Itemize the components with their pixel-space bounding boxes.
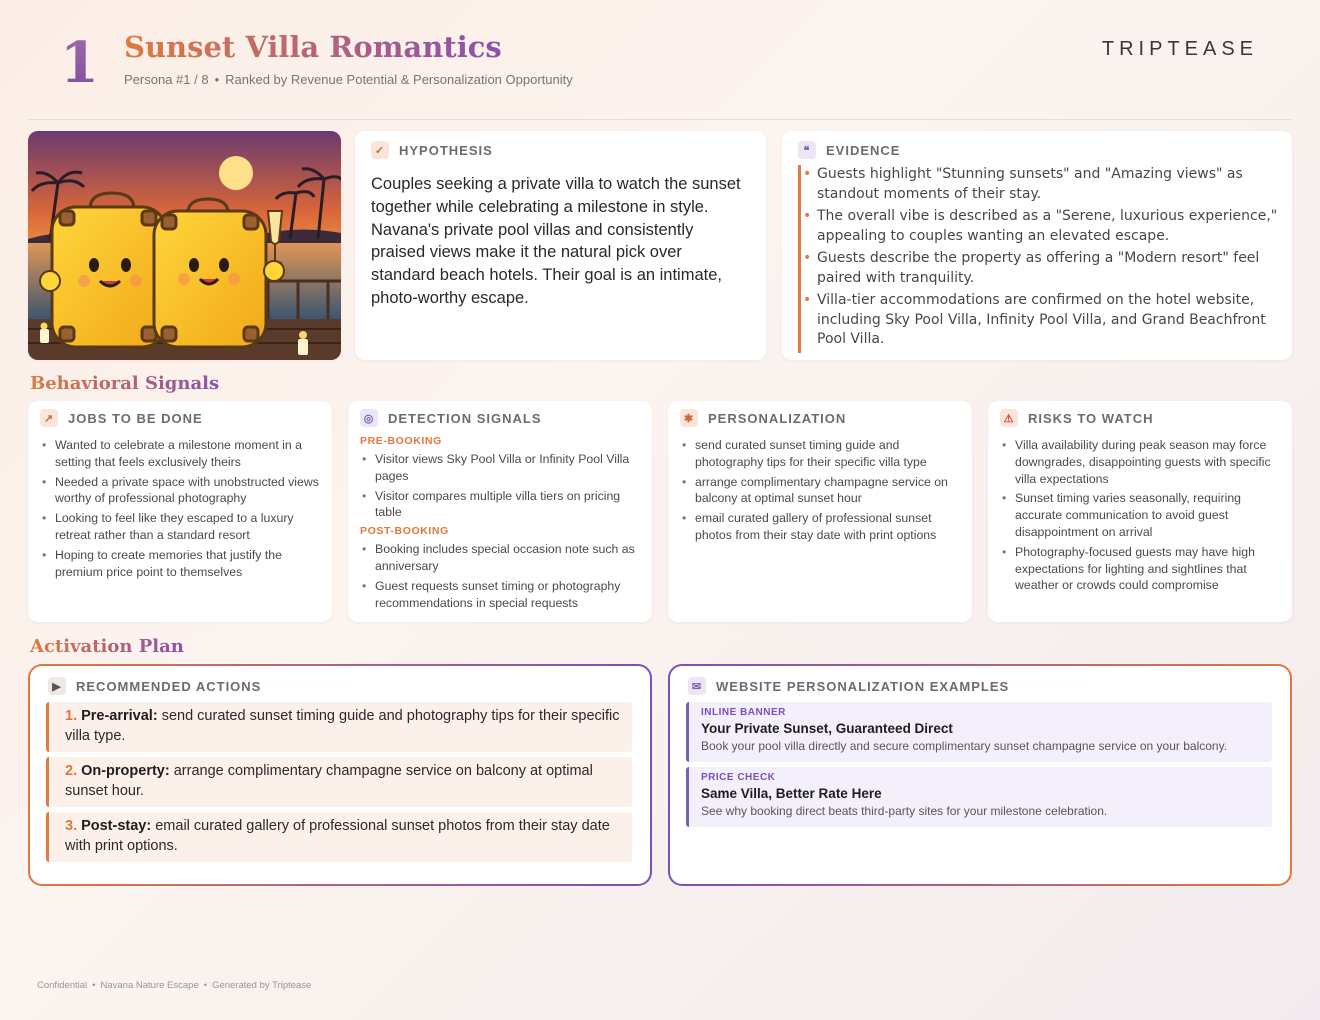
- action-text: arrange complimentary champagne service on balcony at optimal sunset hour.: [65, 763, 593, 799]
- action-number: 1.: [65, 708, 78, 724]
- persona-label: Persona #1 / 8: [124, 72, 209, 87]
- example-description: Book your pool villa directly and secure complimentary sunset champagne service on your balcony.: [701, 739, 1228, 753]
- example-description: See why booking direct beats third-party sites for your milestone celebration.: [701, 804, 1108, 818]
- action-label: Pre-arrival:: [81, 708, 158, 724]
- hypothesis-header: [371, 141, 750, 159]
- jobs-to-be-done-card: [28, 401, 332, 622]
- post-booking-label: POST-BOOKING: [360, 525, 449, 538]
- separator-dot: •: [92, 980, 96, 991]
- footer-property: Navana Nature Escape: [100, 980, 199, 991]
- action-item: [46, 702, 632, 752]
- ranking-note: Ranked by Revenue Potential & Personalization Opportunity: [225, 72, 573, 87]
- page-header: [28, 28, 1292, 120]
- behavioral-signals-title: Behavioral Signals: [30, 373, 220, 394]
- list-item: • Visitor views Sky Pool Villa or Infinity Pool Villa pages: [360, 451, 640, 485]
- play-icon: ▶: [48, 677, 66, 695]
- list-item: • Visitor compares multiple villa tiers on pricing table: [360, 488, 640, 522]
- target-icon: ◎: [360, 409, 378, 427]
- persona-page: [28, 0, 1292, 1020]
- personalization-example: [686, 767, 1272, 827]
- evidence-header: [798, 141, 1276, 159]
- action-label: Post-stay:: [81, 818, 152, 834]
- example-tag: INLINE BANNER: [701, 707, 786, 718]
- list-item: • arrange complimentary champagne service on balcony at optimal sunset hour: [680, 474, 960, 508]
- arrow-up-right-icon: ↗: [40, 409, 58, 427]
- list-item: • Needed a private space with unobstructed views worthy of professional photography: [40, 474, 320, 508]
- evidence-list: [798, 165, 1278, 353]
- list-item: • Villa availability during peak season may force downgrades, disappointing guests with specific villa expectations: [1000, 437, 1280, 487]
- persona-rank-number: 1: [60, 30, 99, 96]
- personalization-example: [686, 702, 1272, 762]
- detection-signals-card: [348, 401, 652, 622]
- list-item: • Photography-focused guests may have high expectations for lighting and sightlines that weather or crowds could compromise: [1000, 544, 1280, 594]
- sparkle-icon: ✱: [680, 409, 698, 427]
- page-title: Sunset Villa Romantics: [124, 30, 502, 64]
- detection-heading: DETECTION SIGNALS: [388, 410, 542, 426]
- evidence-item: • Guests highlight "Stunning sunsets" and "Amazing views" as standout moments of their stay.: [817, 165, 1278, 204]
- separator-dot: •: [203, 980, 208, 991]
- action-number: 3.: [65, 818, 78, 834]
- personalization-list: [680, 437, 960, 544]
- evidence-item: • Guests describe the property as offering a "Modern resort" feel paired with tranquility.: [817, 249, 1278, 288]
- detection-header: [360, 409, 640, 427]
- jobs-header: [40, 409, 320, 427]
- website-personalization-card: [668, 664, 1292, 886]
- action-text: email curated gallery of professional sunset photos from their stay date with print options.: [65, 818, 610, 854]
- page-subtitle: [124, 72, 573, 87]
- check-icon: ✓: [371, 141, 389, 159]
- recommended-actions-card: [28, 664, 652, 886]
- action-label: On-property:: [81, 763, 170, 779]
- example-title: Your Private Sunset, Guaranteed Direct: [701, 721, 953, 736]
- pre-booking-list: [360, 451, 640, 521]
- action-item: [46, 812, 632, 862]
- page-footer: [37, 980, 311, 991]
- website-heading: WEBSITE PERSONALIZATION EXAMPLES: [716, 678, 1010, 694]
- evidence-item: • Villa-tier accommodations are confirmed on the hotel website, including Sky Pool Villa, Infinity Pool Villa, and Grand Beachfront Pool Villa.: [817, 291, 1278, 350]
- personalization-header: [680, 409, 960, 427]
- hypothesis-heading: HYPOTHESIS: [399, 142, 493, 158]
- list-item: • Sunset timing varies seasonally, requiring accurate communication to avoid guest disappointment on arrival: [1000, 490, 1280, 540]
- hypothesis-card: [355, 131, 766, 360]
- pre-booking-label: PRE-BOOKING: [360, 435, 442, 447]
- brand-logo: TRIPTEASE: [1101, 38, 1258, 60]
- risks-header: [1000, 409, 1280, 427]
- suitcase-couple-illustration: [28, 131, 341, 360]
- hypothesis-text: Couples seeking a private villa to watch the sunset together while celebrating a milestone in style. Navana's private pool villas and consistently praised views make it the natural pick over standard beach hotels. Their goal is an intimate, photo-worthy escape.: [371, 175, 741, 307]
- website-header: [688, 677, 1009, 695]
- warning-icon: ⚠: [1000, 409, 1018, 427]
- action-number: 2.: [65, 763, 78, 779]
- evidence-card: [782, 131, 1292, 360]
- jobs-heading: JOBS TO BE DONE: [68, 410, 203, 426]
- persona-illustration: [28, 131, 341, 360]
- action-text: send curated sunset timing guide and photography tips for their specific villa type.: [65, 708, 620, 744]
- footer-confidential: Confidential: [37, 980, 88, 991]
- separator-dot: •: [214, 72, 220, 87]
- list-item: • Guest requests sunset timing or photography recommendations in special requests: [360, 578, 640, 612]
- footer-generated: Generated by Triptease: [212, 980, 312, 991]
- recommended-actions-inner: [30, 666, 650, 884]
- list-item: • Booking includes special occasion note such as anniversary: [360, 541, 640, 575]
- risks-card: [988, 401, 1292, 622]
- post-booking-list: [360, 541, 640, 611]
- list-item: • Wanted to celebrate a milestone moment in a setting that feels exclusively theirs: [40, 437, 320, 471]
- list-item: • send curated sunset timing guide and photography tips for their specific villa type: [680, 437, 960, 471]
- website-personalization-inner: [670, 666, 1290, 884]
- list-item: • email curated gallery of professional sunset photos from their stay date with print options: [680, 510, 960, 544]
- list-item: • Hoping to create memories that justify the premium price point to themselves: [40, 547, 320, 581]
- example-tag: PRICE CHECK: [701, 772, 776, 783]
- activation-plan-title: Activation Plan: [30, 636, 184, 657]
- quote-icon: ❝: [798, 141, 816, 159]
- recommended-header: [48, 677, 261, 695]
- list-item: • Looking to feel like they escaped to a luxury retreat rather than a standard resort: [40, 510, 320, 544]
- personalization-heading: PERSONALIZATION: [708, 410, 847, 426]
- example-title: Same Villa, Better Rate Here: [701, 786, 882, 801]
- recommended-heading: RECOMMENDED ACTIONS: [76, 678, 262, 694]
- evidence-heading: EVIDENCE: [826, 142, 901, 158]
- evidence-item: • The overall vibe is described as a "Serene, luxurious experience," appealing to couples wanting an elevated escape.: [817, 207, 1278, 246]
- jobs-list: [40, 437, 320, 580]
- risks-list: [1000, 437, 1280, 594]
- action-item: [46, 757, 632, 807]
- mail-icon: ✉: [688, 677, 706, 695]
- personalization-card: [668, 401, 972, 622]
- risks-heading: RISKS TO WATCH: [1028, 410, 1154, 426]
